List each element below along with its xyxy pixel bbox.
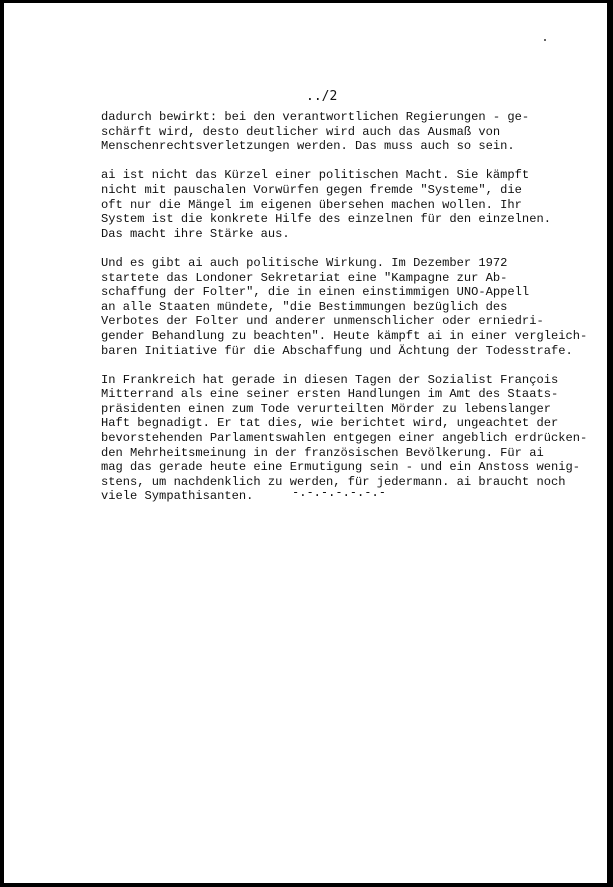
text-line: Verbotes der Folter und anderer unmenschlicher oder erniedri-	[101, 314, 544, 329]
text-line: Mitterrand als eine seiner ersten Handlungen im Amt des Staats-	[101, 387, 559, 402]
text-line: viele Sympathisanten.	[101, 489, 254, 504]
text-line: Und es gibt ai auch politische Wirkung. Im Dezember 1972	[101, 255, 508, 270]
text-line: mag das gerade heute eine Ermutigung sein - und ein Anstoss wenig-	[101, 460, 580, 475]
text-line: startete das Londoner Sekretariat eine "Kampagne zur Ab-	[101, 270, 508, 285]
text-line: oft nur die Mängel im eigenen übersehen machen wollen. Ihr	[101, 197, 522, 212]
end-marker: -.-.-.-.-.-.-	[292, 485, 386, 499]
text-line: System ist die konkrete Hilfe des einzelnen für den einzelnen.	[101, 212, 551, 227]
text-line: schärft wird, desto deutlicher wird auch das Ausmaß von	[101, 124, 501, 139]
paragraph	[101, 110, 571, 154]
text-line: gender Behandlung zu beachten". Heute kämpft ai in einer vergleich-	[101, 328, 588, 343]
text-line: Menschenrechtsverletzungen werden. Das muss auch so sein.	[101, 139, 515, 154]
text-line: In Frankreich hat gerade in diesen Tagen der Sozialist François	[101, 372, 559, 387]
text-line: dadurch bewirkt: bei den verantwortlichen Regierungen - ge-	[101, 110, 530, 124]
text-line: Haft begnadigt. Er tat dies, wie berichtet wird, ungeachtet der	[101, 416, 559, 431]
text-line: baren Initiative für die Abschaffung und Ächtung der Todesstrafe.	[101, 343, 573, 358]
paragraph	[101, 168, 571, 241]
text-line: schaffung der Folter", die in einen einstimmigen UNO-Appell	[101, 285, 530, 300]
text-line: stens, um nachdenklich zu werden, für jedermann. ai braucht noch	[101, 474, 566, 489]
text-line: ai ist nicht das Kürzel einer politischen Macht. Sie kämpft	[101, 168, 530, 183]
scan-speck	[544, 39, 546, 41]
text-line: an alle Staaten mündete, "die Bestimmungen bezüglich des	[101, 299, 508, 314]
text-line: Das macht ihre Stärke aus.	[101, 226, 290, 241]
paragraph	[101, 255, 588, 358]
document-page	[4, 3, 607, 883]
page-number: ../2	[306, 89, 338, 104]
letter-body	[101, 110, 588, 519]
text-line: den Mehrheitsmeinung in der französischen Bevölkerung. Für ai	[101, 445, 544, 460]
text-line: nicht mit pauschalen Vorwürfen gegen fremde "Systeme", die	[101, 182, 522, 197]
text-line: präsidenten einen zum Tode verurteilten Mörder zu lebenslanger	[101, 401, 551, 416]
text-line: bevorstehenden Parlamentswahlen entgegen einer angeblich erdrücken-	[101, 431, 588, 446]
